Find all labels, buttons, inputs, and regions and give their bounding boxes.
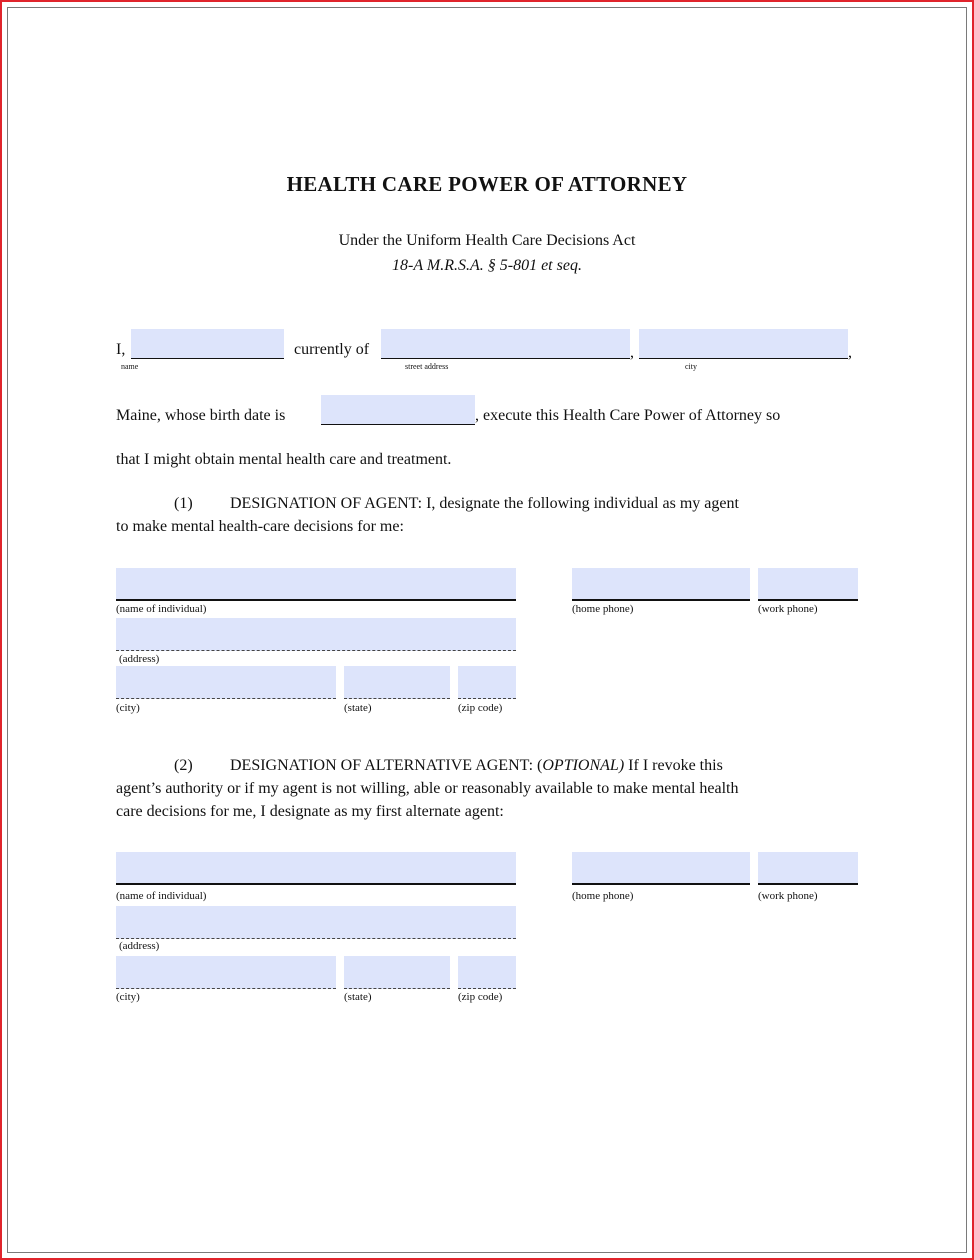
optional-text: OPTIONAL) [542,757,625,774]
street-address-label: street address [405,362,449,371]
section2-heading-a: DESIGNATION OF ALTERNATIVE AGENT: ( [230,757,543,774]
agent-name-field[interactable] [116,568,516,601]
agent-home-phone-field[interactable] [572,568,750,601]
section1-heading: DESIGNATION OF AGENT: I, designate the following individual as my agent [230,495,739,512]
statute-citation: 18-A M.R.S.A. § 5-801 et seq. [392,257,582,274]
section1-line2: to make mental health-care decisions for me: [116,518,404,535]
alt-agent-city-label: (city) [116,991,140,1003]
agent-state-field[interactable] [344,666,450,699]
alt-agent-name-label: (name of individual) [116,890,207,902]
alt-agent-name-field[interactable] [116,852,516,885]
alt-agent-city-field[interactable] [116,956,336,989]
city-label: city [685,362,697,371]
section2-line2: agent’s authority or if my agent is not willing, able or reasonably available to make mental health [116,780,739,797]
section2-heading [230,757,723,775]
city-field[interactable] [639,329,848,359]
alt-agent-home-phone-label: (home phone) [572,890,634,902]
execute-text: , execute this Health Care Power of Attorney so [475,407,781,424]
agent-home-phone-label: (home phone) [572,603,634,615]
alt-agent-address-field[interactable] [116,906,516,939]
agent-zip-label: (zip code) [458,702,503,714]
section1-number: (1) [174,495,193,512]
principal-name-field[interactable] [131,329,284,359]
street-address-field[interactable] [381,329,630,359]
intro-i: I, [116,341,126,358]
purpose-text: that I might obtain mental health care and treatment. [116,451,452,468]
agent-address-label: (address) [119,653,160,665]
agent-city-label: (city) [116,702,140,714]
name-label: name [121,362,139,371]
maine-birthdate-text: Maine, whose birth date is [116,407,286,424]
agent-address-field[interactable] [116,618,516,651]
alt-agent-state-field[interactable] [344,956,450,989]
alt-agent-zip-field[interactable] [458,956,516,989]
alt-agent-work-phone-field[interactable] [758,852,858,885]
section2-heading-b: If I revoke this [624,757,723,774]
comma-2: , [848,344,852,361]
agent-work-phone-field[interactable] [758,568,858,601]
alt-agent-home-phone-field[interactable] [572,852,750,885]
agent-name-label: (name of individual) [116,603,207,615]
alt-agent-address-label: (address) [119,940,160,952]
agent-city-field[interactable] [116,666,336,699]
document-title: HEALTH CARE POWER OF ATTORNEY [286,172,688,196]
section2-number: (2) [174,757,193,774]
agent-work-phone-label: (work phone) [758,603,818,615]
comma-1: , [630,344,634,361]
document-subtitle: Under the Uniform Health Care Decisions Act [338,232,636,249]
agent-zip-field[interactable] [458,666,516,699]
agent-state-label: (state) [344,702,372,714]
alt-agent-zip-label: (zip code) [458,991,503,1003]
birth-date-field[interactable] [321,395,475,425]
currently-of-text: currently of [294,341,370,358]
alt-agent-state-label: (state) [344,991,372,1003]
alt-agent-work-phone-label: (work phone) [758,890,818,902]
section2-line3: care decisions for me, I designate as my first alternate agent: [116,803,504,820]
